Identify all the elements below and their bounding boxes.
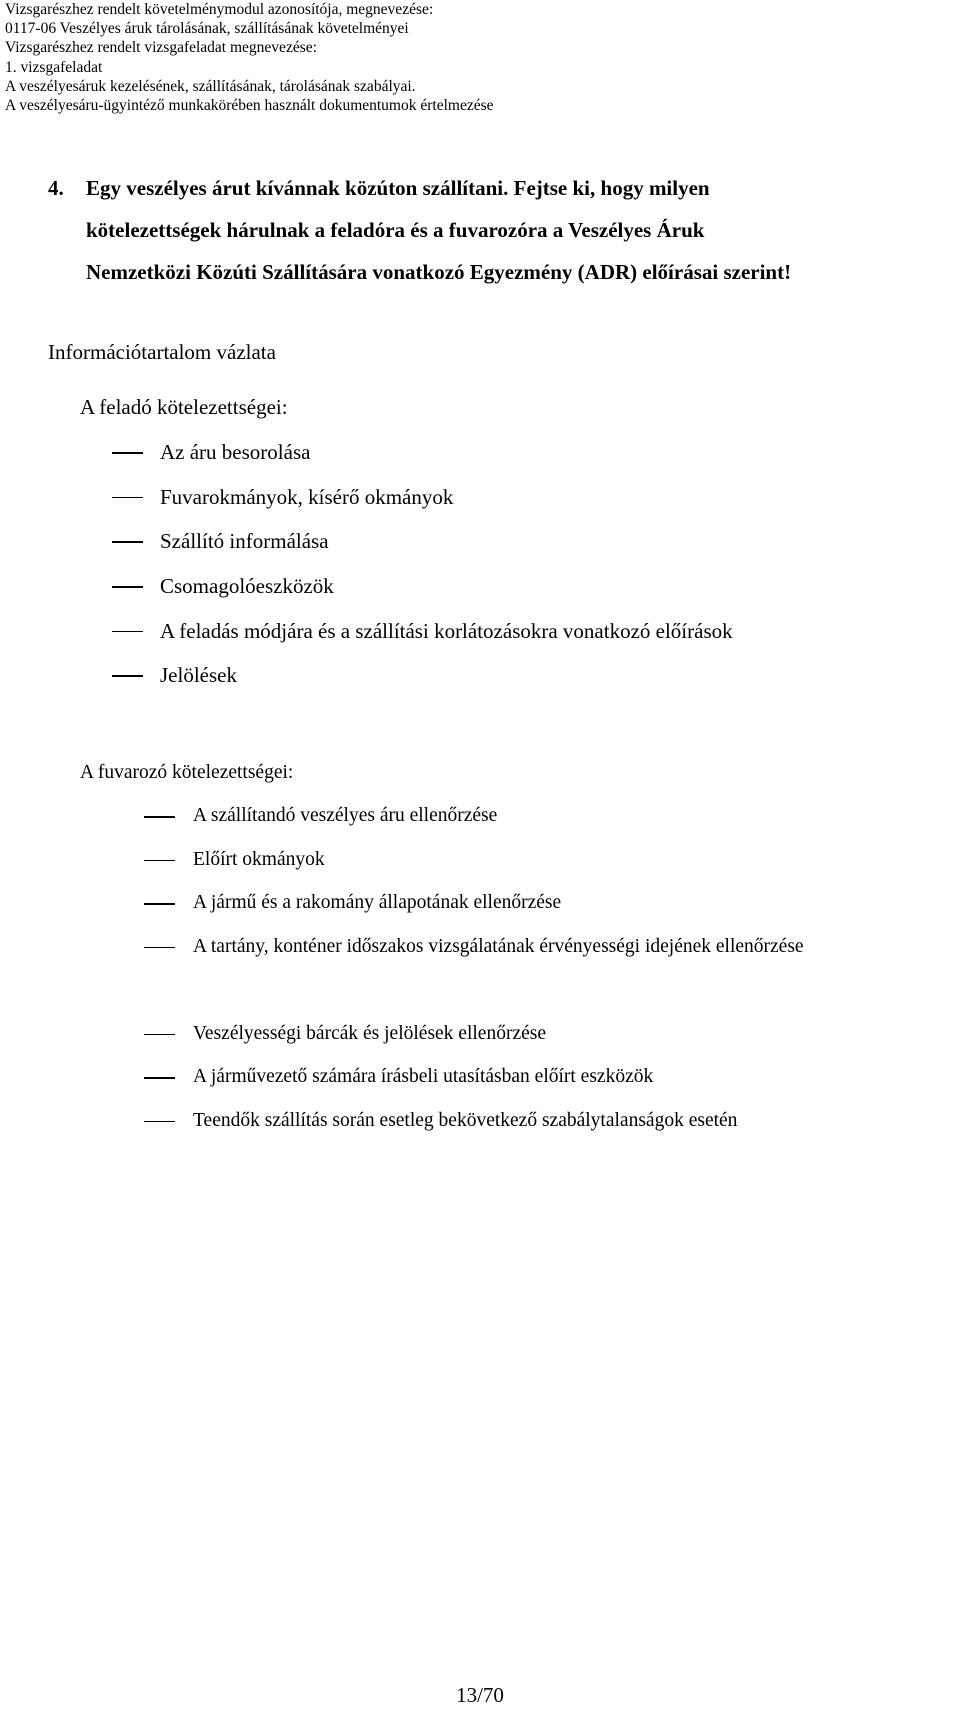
- question-line: Nemzetközi Közúti Szállítására vonatkozó Egyezmény (ADR) előírásai szerint!: [86, 260, 792, 284]
- sender-obligations-list: [160, 438, 733, 706]
- dash-bullet-icon: [144, 1034, 175, 1036]
- dash-bullet-icon: [112, 631, 143, 633]
- page-number: 13/70: [456, 1683, 504, 1707]
- header-line: A veszélyesáru-ügyintéző munkakörében használt dokumentumok értelmezése: [5, 97, 494, 115]
- dash-bullet-icon: [144, 947, 175, 949]
- list-item: [193, 1064, 923, 1108]
- question-number: 4.: [48, 176, 64, 200]
- list-item: [193, 847, 923, 891]
- question-line: Egy veszélyes árut kívánnak közúton szállítani. Fejtse ki, hogy milyen: [86, 176, 710, 200]
- document-header: [5, 0, 945, 115]
- carrier-obligations-list: [193, 803, 923, 1151]
- list-item: [160, 661, 733, 706]
- carrier-heading: A fuvarozó kötelezettségei:: [80, 762, 294, 783]
- outline-title: Információtartalom vázlata: [48, 340, 276, 364]
- list-item: [193, 925, 923, 1012]
- header-line: A veszélyesáruk kezelésének, szállításának, tárolásának szabályai.: [5, 77, 416, 95]
- list-item: [160, 483, 733, 528]
- list-item-text: Fuvarokmányok, kísérő okmányok: [160, 484, 454, 509]
- dash-bullet-icon: [112, 541, 143, 543]
- list-item: [160, 438, 733, 483]
- list-item: [160, 572, 733, 617]
- list-item: [160, 617, 733, 662]
- dash-bullet-icon: [144, 1077, 175, 1079]
- header-line: Vizsgarészhez rendelt követelménymodul azonosítója, megnevezése:: [5, 1, 434, 18]
- dash-bullet-icon: [112, 675, 143, 677]
- list-item: [160, 527, 733, 572]
- list-item: [193, 803, 923, 847]
- list-item-text: A feladás módjára és a szállítási korlátozásokra vonatkozó előírások: [160, 618, 733, 643]
- dash-bullet-icon: [112, 586, 143, 588]
- list-item-text: Az áru besorolása: [160, 440, 311, 464]
- list-item-text: Csomagolóeszközök: [160, 574, 334, 599]
- list-item-text: A jármű és a rakomány állapotának ellenőrzése: [193, 892, 562, 913]
- list-item-text: A szállítandó veszélyes áru ellenőrzése: [193, 805, 498, 826]
- header-line: Vizsgarészhez rendelt vizsgafeladat megnevezése:: [5, 39, 317, 57]
- dash-bullet-icon: [112, 497, 143, 499]
- list-item: [193, 1108, 923, 1152]
- list-item-text: Előírt okmányok: [193, 848, 325, 870]
- list-item-text: Veszélyességi bárcák és jelölések ellenőrzése: [193, 1022, 546, 1044]
- dash-bullet-icon: [144, 860, 175, 862]
- list-item-text: A járművezető számára írásbeli utasításban előírt eszközök: [193, 1066, 654, 1087]
- list-item-text: Szállító informálása: [160, 529, 329, 554]
- dash-bullet-icon: [144, 1121, 175, 1123]
- header-line: 1. vizsgafeladat: [5, 58, 103, 76]
- list-item-text: A tartány, konténer időszakos vizsgálatának érvényességi idejének ellenőrzése: [193, 936, 804, 957]
- dash-bullet-icon: [112, 452, 143, 454]
- header-line: 0117-06 Veszélyes áruk tárolásának, szállításának követelményei: [5, 20, 409, 38]
- sender-heading: A feladó kötelezettségei:: [80, 395, 288, 419]
- dash-bullet-icon: [144, 903, 175, 905]
- question-line: kötelezettségek hárulnak a feladóra és a fuvarozóra a Veszélyes Áruk: [86, 218, 705, 242]
- list-item: [193, 1021, 923, 1065]
- exam-question: [48, 167, 948, 293]
- list-item-text: Jelölések: [160, 663, 237, 688]
- list-item-text: Teendők szállítás során esetleg bekövetkező szabálytalanságok esetén: [193, 1109, 738, 1131]
- dash-bullet-icon: [144, 816, 175, 818]
